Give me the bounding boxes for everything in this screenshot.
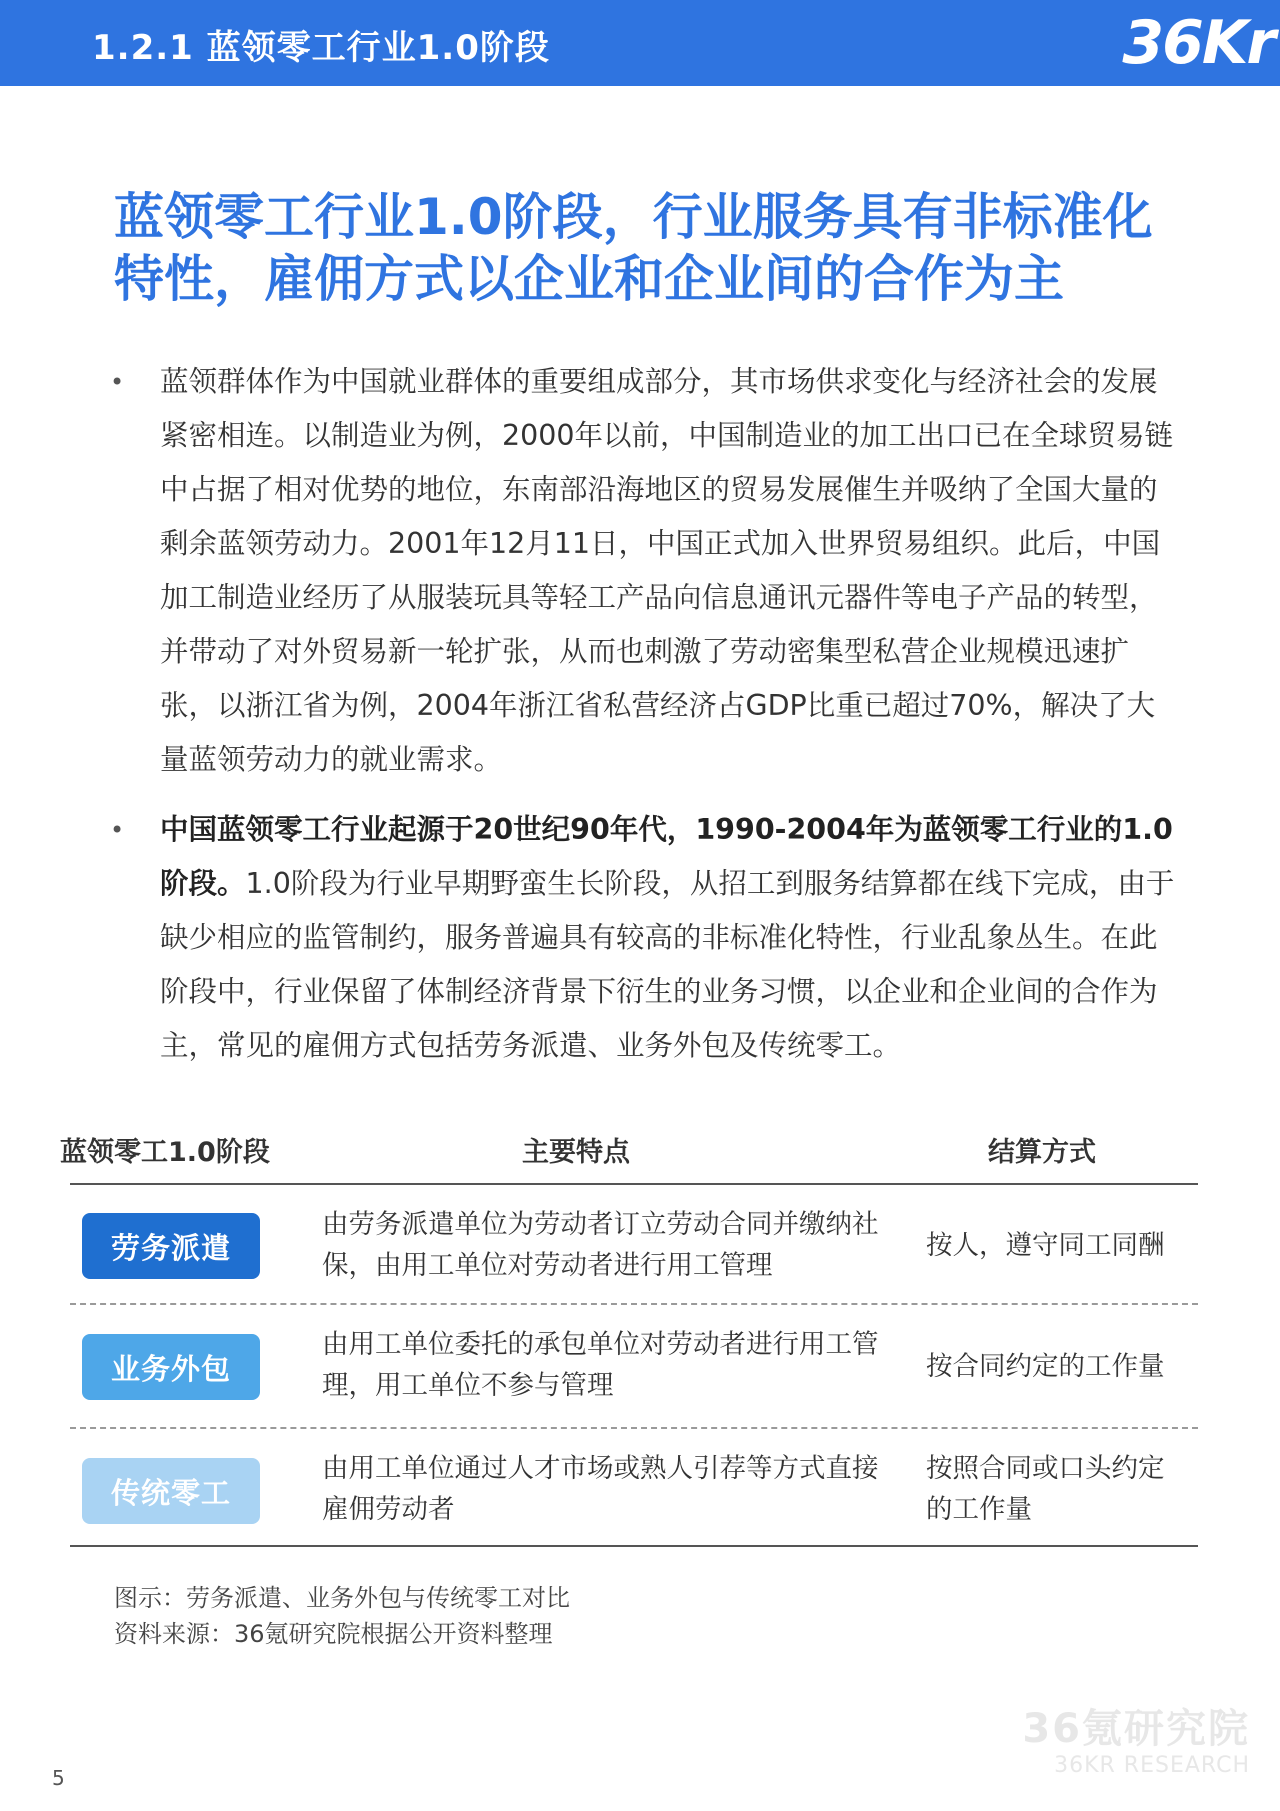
table-row (60, 1430, 1200, 1550)
comparison-table (60, 1130, 1200, 1525)
row-divider (70, 1303, 1198, 1305)
type-badge-dispatch: 劳务派遣 (82, 1213, 260, 1279)
row-divider (70, 1427, 1198, 1429)
figure-label: 图示：劳务派遣、业务外包与传统零工对比 (114, 1584, 570, 1612)
page-headline (114, 186, 1194, 310)
feature-cell: 由用工单位通过人才市场或熟人引荐等方式直接雇佣劳动者 (322, 1453, 879, 1525)
feature-cell: 由劳务派遣单位为劳动者订立劳动合同并缴纳社保，由用工单位对劳动者进行用工管理 (322, 1209, 879, 1281)
bullet-dot-icon: • (110, 816, 125, 844)
type-badge-traditional: 传统零工 (82, 1458, 260, 1524)
watermark-en: 36KR RESEARCH (1054, 1753, 1250, 1778)
type-badge-outsourcing: 业务外包 (82, 1334, 260, 1400)
research-watermark (1022, 1706, 1250, 1780)
table-row (60, 1306, 1200, 1426)
section-title: 1.2.1 蓝领零工行业1.0阶段 (92, 28, 550, 68)
headline-line-1: 蓝领零工行业1.0阶段，行业服务具有非标准化 (114, 188, 1153, 246)
watermark-cn: 36氪研究院 (1022, 1706, 1250, 1752)
36kr-logo: 36Kr (1122, 8, 1274, 78)
settlement-cell: 按照合同或口头约定的工作量 (926, 1453, 1165, 1525)
table-row (60, 1186, 1200, 1306)
bullet-dot-icon: • (110, 368, 125, 396)
settlement-cell: 按人，遵守同工同酬 (926, 1230, 1165, 1261)
table-top-rule (70, 1183, 1198, 1185)
table-bottom-rule (70, 1545, 1198, 1547)
settlement-cell: 按合同约定的工作量 (926, 1351, 1165, 1382)
feature-cell: 由用工单位委托的承包单位对劳动者进行用工管理，用工单位不参与管理 (322, 1329, 879, 1401)
bullet-bold-text: 中国蓝领零工行业起源于20世纪90年代，1990-2004年为蓝领零工行业的1.0阶段。 (160, 813, 1173, 900)
bullet-list (108, 355, 1178, 1073)
headline-line-2: 特性，雇佣方式以企业和企业间的合作为主 (114, 250, 1064, 308)
header-stage: 蓝领零工1.0阶段 (60, 1137, 270, 1168)
table-header (60, 1130, 1200, 1185)
bullet-text: 蓝领群体作为中国就业群体的重要组成部分，其市场供求变化与经济社会的发展紧密相连。以制造业为例，2000年以前，中国制造业的加工出口已在全球贸易链中占据了相对优势的地位，东南部沿海地区的贸易发展催生并吸纳了全国大量的剩余蓝领劳动力。2001年12月11日，中国正式加入世界贸易组织。此后，中国加工制造业经历了从服装玩具等轻工产品向信息通讯元器件等电子产品的转型，并带动了对外贸易新一轮扩张，从而也刺激了劳动密集型私营企业规模迅速扩张，以浙江省为例，2004年浙江省私营经济占GDP比重已超过70%，解决了大量蓝领劳动力的就业需求。 (160, 365, 1174, 776)
source-label: 资料来源：36氪研究院根据公开资料整理 (114, 1620, 553, 1648)
figure-caption (114, 1580, 570, 1652)
header-bar (0, 0, 1280, 86)
page-number: 5 (52, 1766, 65, 1790)
header-features: 主要特点 (522, 1137, 630, 1168)
bullet-item (108, 803, 1178, 1073)
header-settlement: 结算方式 (988, 1137, 1096, 1168)
bullet-text: 1.0阶段为行业早期野蛮生长阶段，从招工到服务结算都在线下完成，由于缺少相应的监管制约，服务普遍具有较高的非标准化特性，行业乱象丛生。在此阶段中，行业保留了体制经济背景下衍生的业务习惯，以企业和企业间的合作为主，常见的雇佣方式包括劳务派遣、业务外包及传统零工。 (160, 867, 1175, 1062)
bullet-item (108, 355, 1178, 787)
